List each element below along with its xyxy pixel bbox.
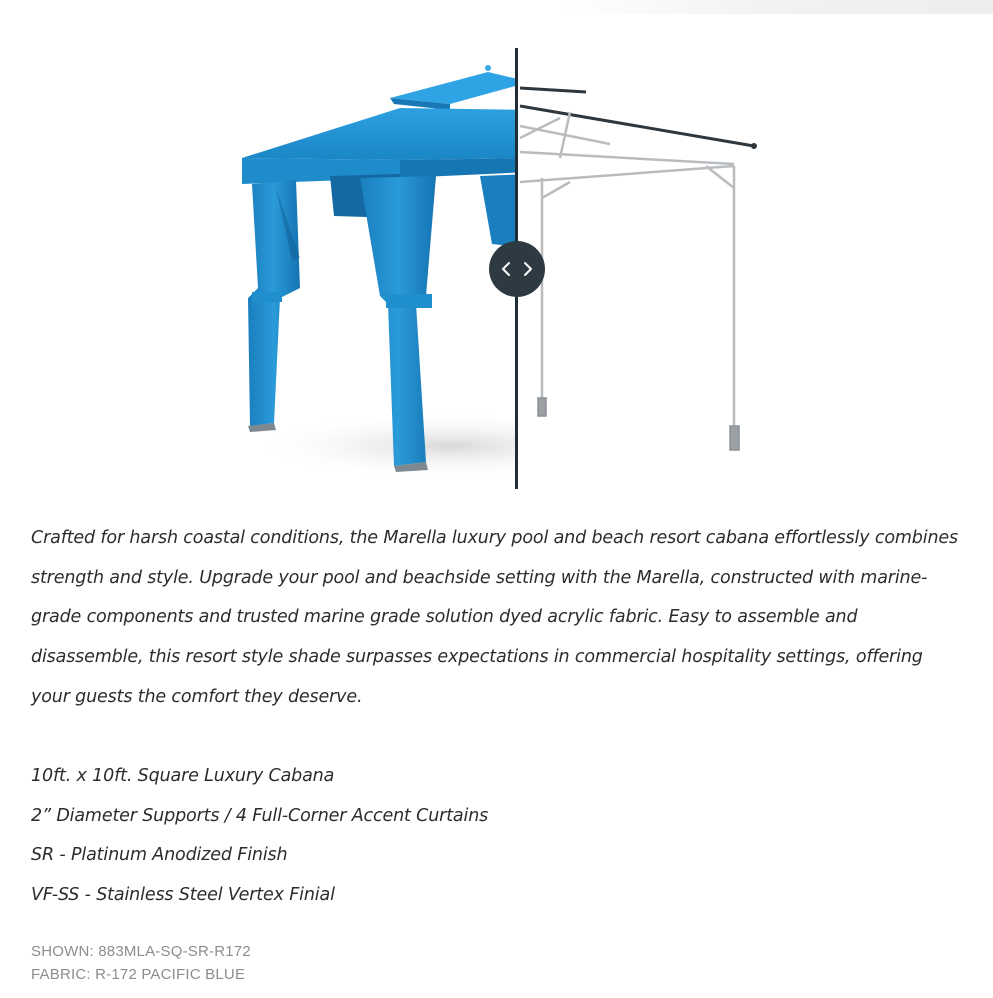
- spec-item-supports: 2” Diameter Supports / 4 Full-Corner Accent Curtains: [31, 805, 489, 826]
- fabric-name: FABRIC: R-172 PACIFIC BLUE: [31, 966, 246, 983]
- left-right-arrows-icon: [501, 261, 533, 277]
- shown-model-number: SHOWN: 883MLA-SQ-SR-R172: [31, 943, 251, 960]
- product-description: Crafted for harsh coastal conditions, the Marella luxury pool and beach resort cabana effortlessly combines strength and style. Upgrade your pool and beachside setting with the Marella, constructed with marine-grade components and trusted marine grade solution dyed acrylic fabric. Easy to assemble and disassemble, this resort style shade surpasses expectations in commercial hospitality settings, offering your guests the comfort they deserve.: [31, 528, 958, 707]
- product-meta: [31, 940, 251, 986]
- compare-slider-handle[interactable]: [489, 241, 545, 297]
- spec-item-size: 10ft. x 10ft. Square Luxury Cabana: [31, 766, 335, 786]
- spec-item-finial: VF-SS - Stainless Steel Vertex Finial: [31, 884, 335, 905]
- product-specs-list: [31, 757, 488, 915]
- spec-item-finish: SR - Platinum Anodized Finish: [31, 845, 288, 865]
- top-decorative-fade: [560, 0, 993, 14]
